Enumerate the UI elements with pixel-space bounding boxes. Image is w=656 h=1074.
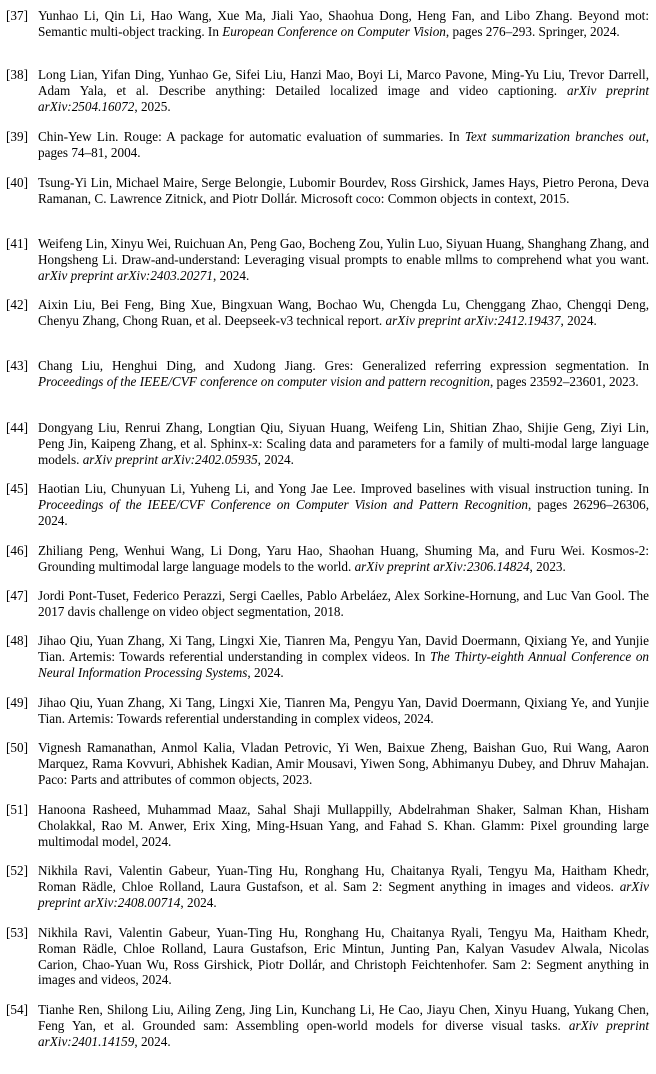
reference-number: [52]: [6, 863, 28, 878]
reference-text: Jordi Pont-Tuset, Federico Perazzi, Sergi Caelles, Pablo Arbeláez, Alex Sorkine-Hornung, and Luc Van Gool. The 2017 davis challenge on video object segmentation, 2018.: [38, 588, 649, 619]
reference-item: [6, 740, 649, 787]
reference-venue: arXiv preprint arXiv:2504.16072: [38, 82, 650, 114]
reference-number: [48]: [6, 633, 28, 648]
reference-number: [42]: [6, 297, 28, 312]
reference-number: [43]: [6, 358, 28, 373]
reference-item: [6, 8, 649, 40]
reference-number: [37]: [6, 8, 28, 23]
reference-venue: arXiv preprint arXiv:2306.14824: [354, 558, 530, 574]
reference-item: [6, 481, 649, 528]
reference-text: Haotian Liu, Chunyuan Li, Yuheng Li, and Yong Jae Lee. Improved baselines with visual instruction tuning. In Proceedings of the IEEE/CVF Conference on Computer Vision and Pattern Recognition, pages 26296–26306, 2024.: [38, 481, 649, 528]
reference-text: Chin-Yew Lin. Rouge: A package for automatic evaluation of summaries. In Text summarization branches out, pages 74–81, 2004.: [38, 129, 649, 160]
reference-text: Yunhao Li, Qin Li, Hao Wang, Xue Ma, Jiali Yao, Shaohua Dong, Heng Fan, and Libo Zhang. Beyond mot: Semantic multi-object tracking. In European Conference on Computer Vision, pages 276–293. Springer, 2024.: [38, 8, 649, 39]
reference-text: Nikhila Ravi, Valentin Gabeur, Yuan-Ting Hu, Ronghang Hu, Chaitanya Ryali, Tengyu Ma, Haitham Khedr, Roman Rädle, Chloe Rolland, Laura Gustafson, et al. Sam 2: Segment anything in images and videos. arXiv preprint arXiv:2408.00714, 2024.: [38, 863, 649, 910]
reference-item: [6, 175, 649, 207]
reference-number: [54]: [6, 1002, 28, 1017]
reference-venue: European Conference on Computer Vision: [222, 23, 446, 39]
reference-venue: Text summarization branches out: [464, 129, 646, 144]
reference-text: Zhiliang Peng, Wenhui Wang, Li Dong, Yaru Hao, Shaohan Huang, Shuming Ma, and Furu Wei. Kosmos-2: Grounding multimodal large language models to the world. arXiv preprint arXiv:2306.14824, 2023.: [38, 543, 649, 574]
reference-text: Vignesh Ramanathan, Anmol Kalia, Vladan Petrovic, Yi Wen, Baixue Zheng, Baishan Guo, Rui Wang, Aaron Marquez, Rama Kovvuri, Abhishek Kadian, Amir Mousavi, Yiwen Song, Abhimanyu Dubey, and Dhruv Mahajan. Paco: Parts and attributes of common objects, 2023.: [38, 740, 649, 787]
reference-text: Tsung-Yi Lin, Michael Maire, Serge Belongie, Lubomir Bourdev, Ross Girshick, James Hays, Pietro Perona, Deva Ramanan, C. Lawrence Zitnick, and Piotr Dollár. Microsoft coco: Common objects in context, 2015.: [38, 175, 649, 206]
reference-item: [6, 129, 649, 161]
reference-text: Long Lian, Yifan Ding, Yunhao Ge, Sifei Liu, Hanzi Mao, Boyi Li, Marco Pavone, Ming-Yu Liu, Trevor Darrell, Adam Yala, et al. Describe anything: Detailed localized image and video captioning. arXiv preprint arXiv:2504.16072, 2025.: [38, 67, 650, 114]
reference-item: [6, 695, 649, 727]
reference-item: [6, 420, 649, 467]
reference-venue: The Thirty-eighth Annual Conference on Neural Information Processing Systems: [38, 648, 650, 680]
reference-item: [6, 67, 649, 114]
reference-item: [6, 588, 649, 620]
reference-text: Tianhe Ren, Shilong Liu, Ailing Zeng, Jing Lin, Kunchang Li, He Cao, Jiayu Chen, Xinyu Huang, Yukang Chen, Feng Yan, et al. Grounded sam: Assembling open-world models for diverse visual tasks. arXiv preprint arXiv:2401.14159, 2024.: [38, 1002, 649, 1049]
reference-text: Dongyang Liu, Renrui Zhang, Longtian Qiu, Siyuan Huang, Weifeng Lin, Shitian Zhao, Shijie Geng, Ziyi Lin, Peng Jin, Kaipeng Zhang, et al. Sphinx-x: Scaling data and parameters for a family of multi-modal large language models. arXiv preprint arXiv:2402.05935, 2024.: [38, 420, 649, 467]
reference-venue: arXiv preprint arXiv:2408.00714: [38, 878, 649, 910]
reference-item: [6, 236, 649, 283]
reference-number: [46]: [6, 543, 28, 558]
reference-number: [39]: [6, 129, 28, 144]
reference-item: [6, 802, 649, 849]
reference-venue: arXiv preprint arXiv:2401.14159: [38, 1017, 649, 1049]
reference-venue: arXiv preprint arXiv:2403.20271: [38, 267, 213, 283]
reference-number: [51]: [6, 802, 28, 817]
reference-number: [40]: [6, 175, 28, 190]
reference-venue: Proceedings of the IEEE/CVF conference on computer vision and pattern recognition: [38, 373, 490, 389]
reference-number: [44]: [6, 420, 28, 435]
reference-number: [45]: [6, 481, 28, 496]
reference-text: Hanoona Rasheed, Muhammad Maaz, Sahal Shaji Mullappilly, Abdelrahman Shaker, Salman Khan, Hisham Cholakkal, Rao M. Anwer, Erix Xing, Ming-Hsuan Yang, and Fahad S. Khan. Glamm: Pixel grounding large multimodal model, 2024.: [38, 802, 649, 849]
reference-number: [41]: [6, 236, 28, 251]
reference-venue: Proceedings of the IEEE/CVF Conference on Computer Vision and Pattern Recognition: [38, 496, 529, 512]
reference-item: [6, 297, 649, 329]
reference-number: [50]: [6, 740, 28, 755]
reference-venue: arXiv preprint arXiv:2402.05935: [82, 451, 258, 467]
reference-text: Weifeng Lin, Xinyu Wei, Ruichuan An, Peng Gao, Bocheng Zou, Yulin Luo, Siyuan Huang, Shanghang Zhang, and Hongsheng Li. Draw-and-understand: Leveraging visual prompts to enable mllms to comprehend what you want. arXiv preprint arXiv:2403.20271, 2024.: [38, 236, 649, 283]
reference-item: [6, 633, 649, 680]
reference-item: [6, 863, 649, 910]
reference-text: Chang Liu, Henghui Ding, and Xudong Jiang. Gres: Generalized referring expression segmentation. In Proceedings of the IEEE/CVF conference on computer vision and pattern recognition, pages 23592–23601, 2023.: [38, 358, 649, 389]
reference-text: Jihao Qiu, Yuan Zhang, Xi Tang, Lingxi Xie, Tianren Ma, Pengyu Yan, David Doermann, Qixiang Ye, and Yunjie Tian. Artemis: Towards referential understanding in complex videos, 2024.: [38, 695, 649, 726]
reference-item: [6, 1002, 649, 1049]
reference-number: [38]: [6, 67, 28, 82]
reference-number: [53]: [6, 925, 28, 940]
reference-item: [6, 925, 649, 988]
reference-text: Nikhila Ravi, Valentin Gabeur, Yuan-Ting Hu, Ronghang Hu, Chaitanya Ryali, Tengyu Ma, Haitham Khedr, Roman Rädle, Chloe Rolland, Laura Gustafson, Eric Mintun, Junting Pan, Kalyan Vasudev Alwala, Nicolas Carion, Chao-Yuan Wu, Ross Girshick, Piotr Dollár, and Christoph Feichtenhofer. Sam 2: Segment anything in images and videos, 2024.: [38, 925, 649, 988]
reference-item: [6, 358, 649, 390]
reference-number: [47]: [6, 588, 28, 603]
reference-item: [6, 543, 649, 575]
reference-number: [49]: [6, 695, 28, 710]
reference-text: Jihao Qiu, Yuan Zhang, Xi Tang, Lingxi Xie, Tianren Ma, Pengyu Yan, David Doermann, Qixiang Ye, and Yunjie Tian. Artemis: Towards referential understanding in complex videos. In The Thirty-eighth Annual Conference on Neural Information Processing Systems, 2024.: [38, 633, 650, 680]
reference-venue: arXiv preprint arXiv:2412.19437: [385, 312, 561, 328]
reference-text: Aixin Liu, Bei Feng, Bing Xue, Bingxuan Wang, Bochao Wu, Chengda Lu, Chenggang Zhao, Chengqi Deng, Chenyu Zhang, Chong Ruan, et al. Deepseek-v3 technical report. arXiv preprint arXiv:2412.19437, 2024.: [38, 297, 649, 328]
